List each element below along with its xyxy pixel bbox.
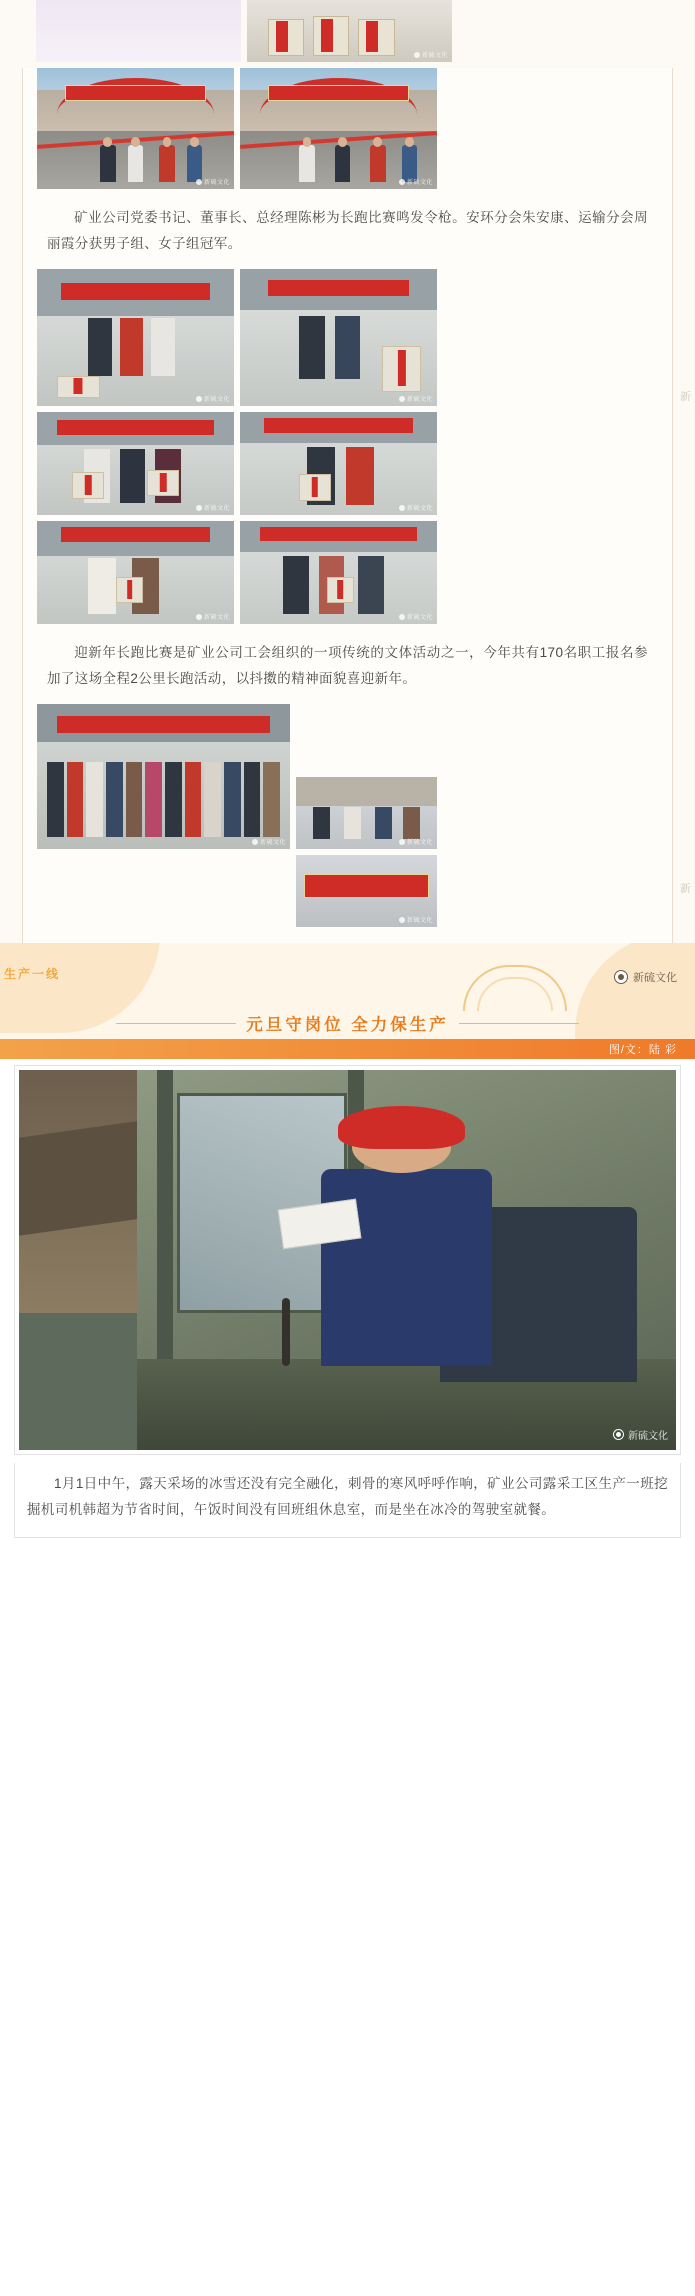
side-mark-1: 新 [680,391,691,403]
watermark: 新硫文化 [399,503,433,512]
race-start-photo-row [37,68,658,189]
runners-photo-top-right [296,777,437,849]
watermark: 新硫文化 [252,837,286,846]
title-rule-right [459,1023,579,1024]
side-mark-2: 新 [680,883,691,895]
excavator-cab-photo [19,1070,676,1450]
watermark: 新硫文化 [196,177,230,186]
brand-name: 新硫文化 [633,972,677,984]
title-rule-left [116,1023,236,1024]
credit-bar [0,1039,695,1059]
pale-placeholder-photo [36,0,241,62]
watermark: 新硫文化 [414,50,448,59]
photo-worker [321,1169,492,1367]
decorative-arcs [455,949,575,1009]
brand-logo-icon [614,970,628,984]
frontline-label: 生产一线 [4,967,61,981]
top-photo-row [0,0,695,68]
excavator-photo-frame [14,1065,681,1455]
watermark: 新硫文化 [399,177,433,186]
award-photo-row-1 [37,269,658,406]
paragraph-race-officials: 矿业公司党委书记、董事长、总经理陈彬为长跑比赛鸣发令枪。安环分会朱安康、运输分会周丽霞分获男子组、女子组冠军。 [47,210,648,251]
section-title-row [0,1011,695,1035]
section-title: 元旦守岗位 全力保生产 [246,1016,449,1034]
watermark: 新硫文化 [196,612,230,621]
watermark: 新硫文化 [399,837,433,846]
watermark: 新硫文化 [399,612,433,621]
watermark: 新硫文化 [399,394,433,403]
production-section [0,1039,695,1538]
award-photo-2 [240,269,437,406]
award-photo-1 [37,269,234,406]
photo-control-lever [282,1298,290,1366]
award-photo-4 [240,412,437,515]
section-divider-band [0,943,695,1039]
race-start-arch-photo-right [240,68,437,189]
ceremony-boxes-photo [247,0,452,62]
credit-text: 图/文：陆 彩 [608,1044,677,1056]
award-photo-3 [37,412,234,515]
brand-logo-icon [613,1429,624,1440]
production-text-frame [14,1463,681,1538]
watermark: 新硫文化 [399,915,433,924]
photo-section [0,0,695,943]
brand-mark [614,969,677,985]
banner-photo-bottom-right [296,855,437,927]
watermark: 新硫文化 [196,394,230,403]
award-photo-6 [240,521,437,624]
award-photo-row-2 [37,412,658,515]
article-frame [22,68,673,943]
paragraph-production: 1月1日中午，露天采场的冰雪还没有完全融化，刺骨的寒风呼呼作响，矿业公司露采工区生产一班挖掘机司机韩超为节省时间，午饭时间没有回班组休息室，而是坐在冰冷的驾驶室就餐。 [27,1476,668,1517]
watermark: 新硫文化 [613,1427,668,1442]
race-start-arch-photo-left [37,68,234,189]
paragraph-race-summary: 迎新年长跑比赛是矿业公司工会组织的一项传统的文体活动之一，今年共有170名职工报名参加了这场全程2公里长跑活动，以抖擞的精神面貌喜迎新年。 [47,645,648,686]
group-photo-large [37,704,290,849]
watermark: 新硫文化 [196,503,230,512]
award-photo-row-3 [37,521,658,624]
award-photo-5 [37,521,234,624]
group-photo-row [37,704,658,927]
